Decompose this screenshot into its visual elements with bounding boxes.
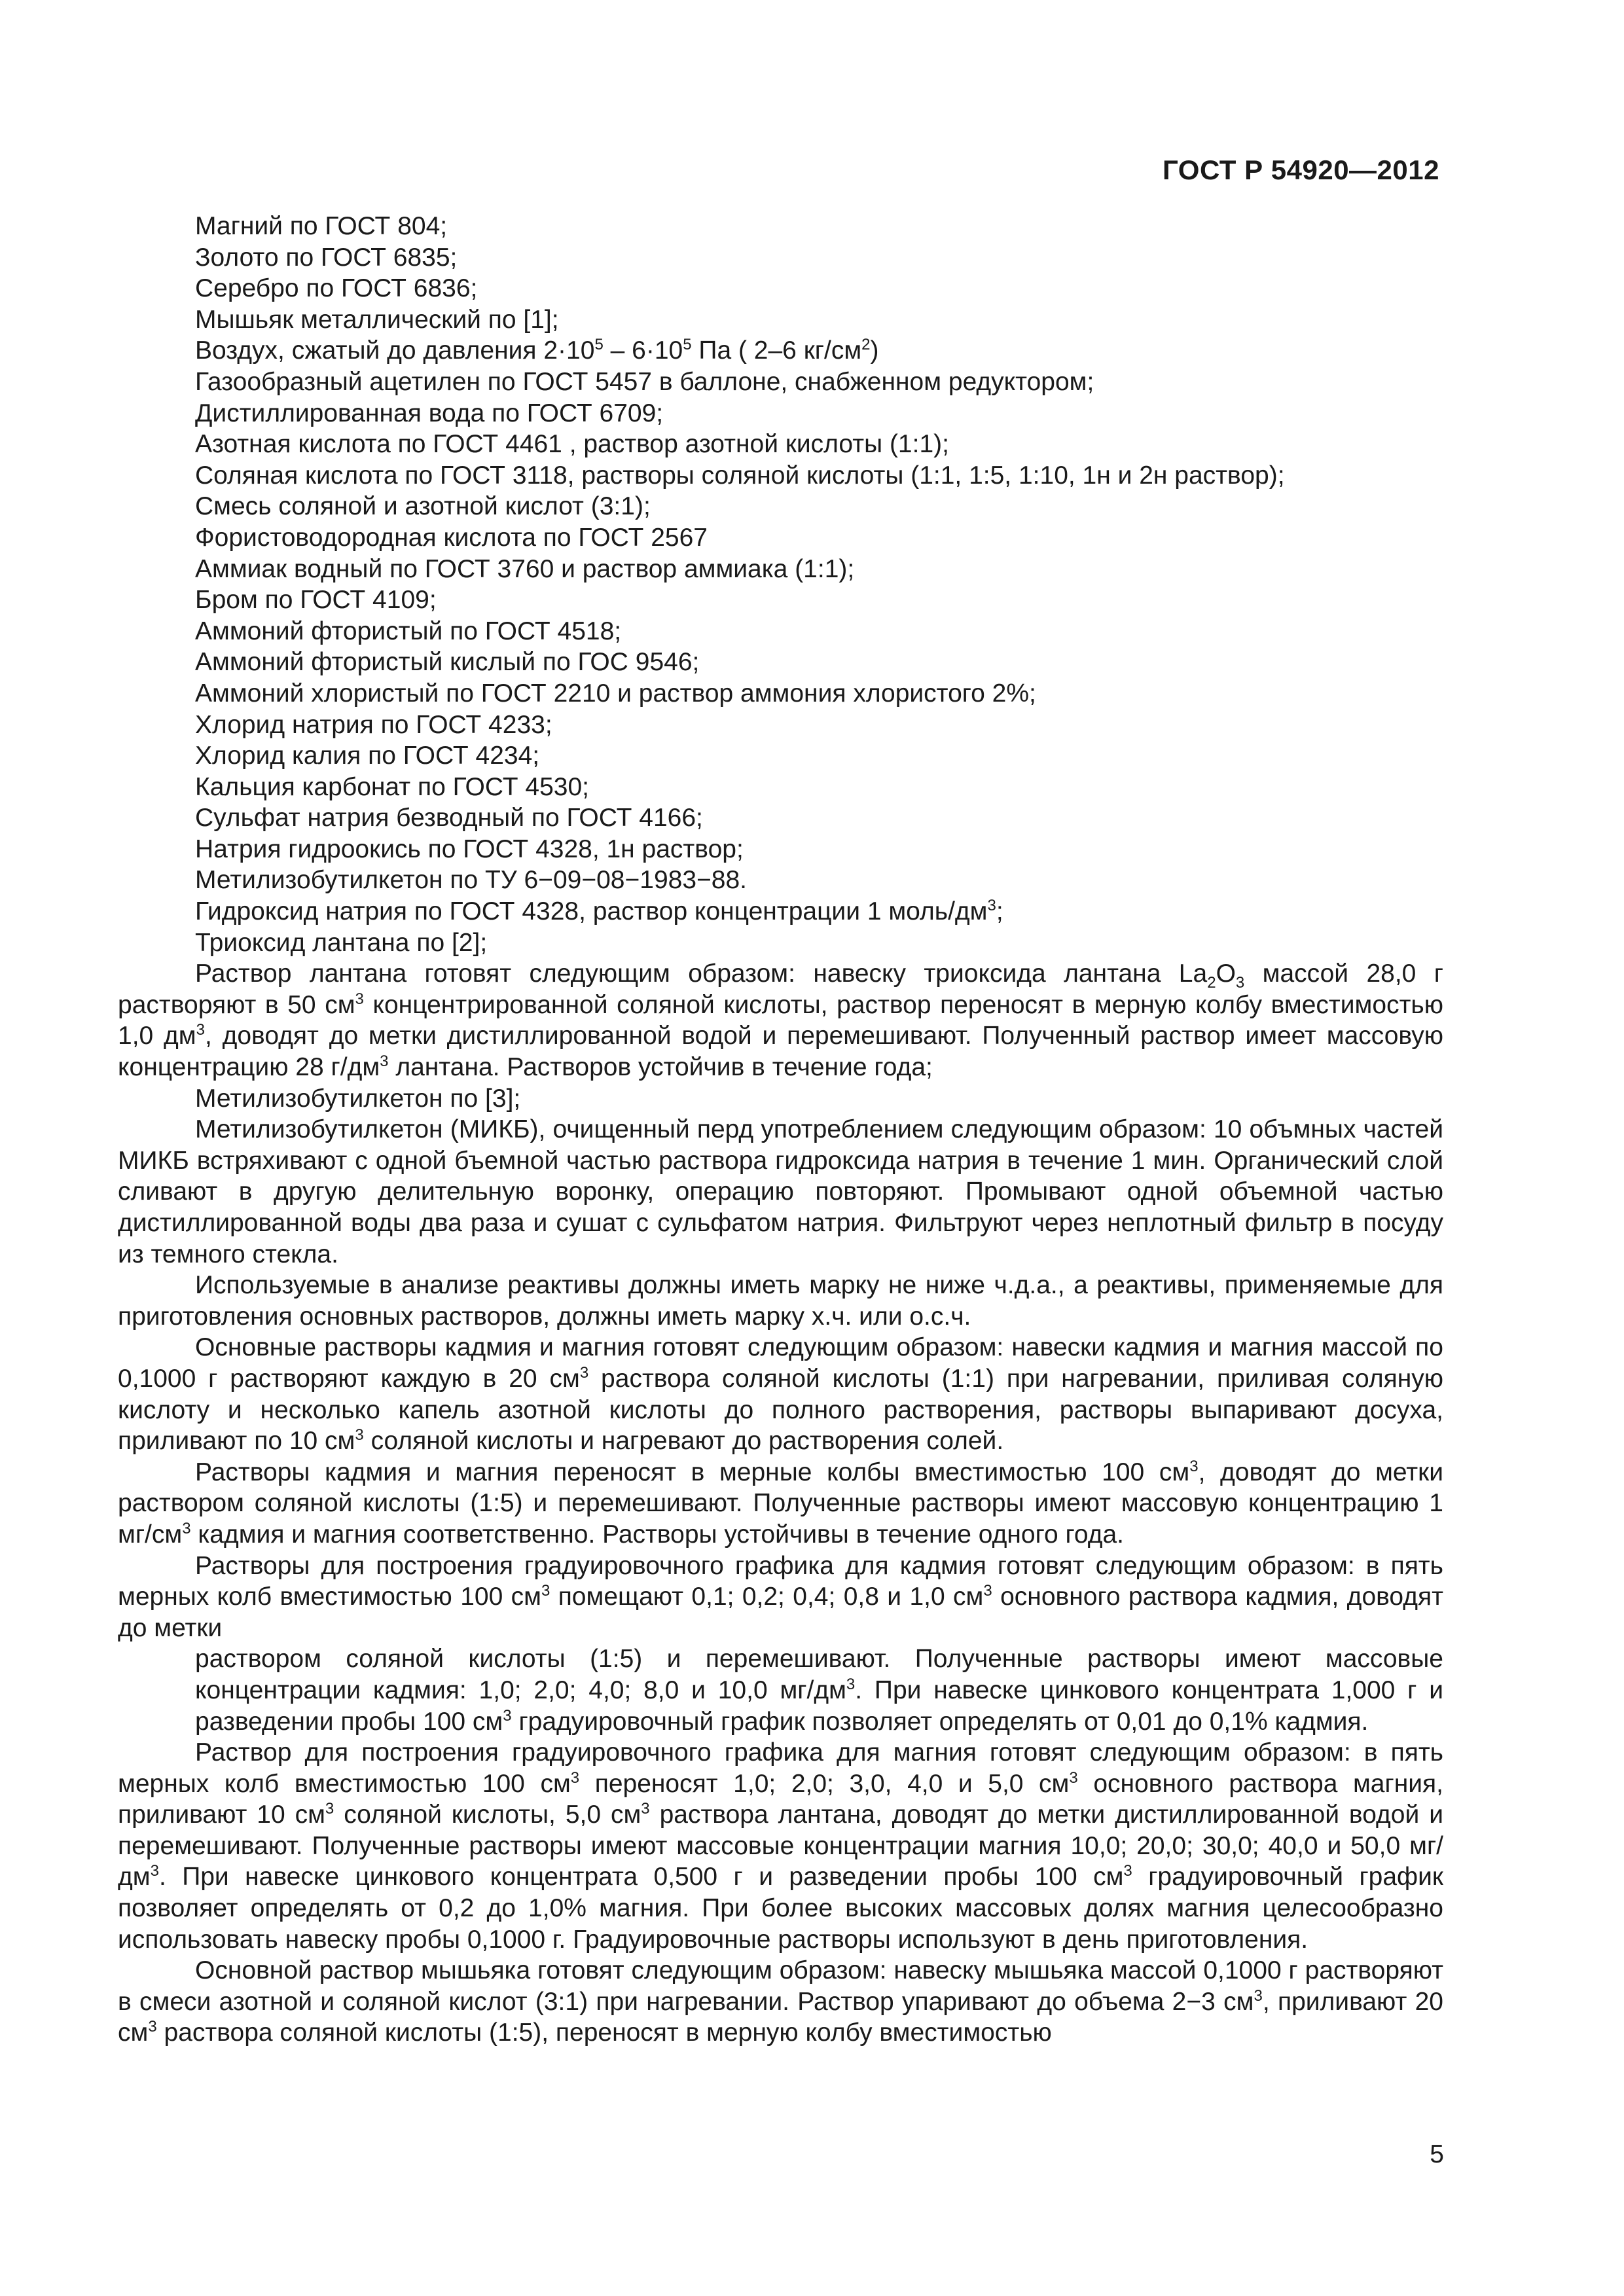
superscript: 3 — [641, 1800, 650, 1818]
list-item-ammonium-chloride: Аммоний хлористый по ГОСТ 2210 и раствор аммония хлористого 2%; — [195, 679, 1036, 708]
text-run: градуировочный график позволяет определять от 0,01 до 0,1% кадмия. — [511, 1707, 1369, 1736]
text-run: кадмия и магния соответственно. Растворы устойчивы в течение одного года. — [190, 1520, 1124, 1549]
superscript: 3 — [148, 2018, 157, 2036]
text-run: раствора соляной кислоты (1:5), переносят в мерную колбу вместимостью — [156, 2018, 1052, 2047]
superscript: 3 — [503, 1706, 512, 1725]
list-item-magnesium: Магний по ГОСТ 804; — [195, 212, 448, 240]
paragraph-cadmium-calibration — [118, 1551, 1443, 1644]
text-run: Раствор лантана готовят следующим образом: навеску триоксида лантана La — [195, 960, 1208, 988]
superscript: 3 — [380, 1052, 389, 1071]
paragraph-reagent-grade: Используемые в анализе реактивы должны иметь марку не ниже ч.д.а., а реактивы, применяемые для приготовления основных растворов, должны иметь марку х.ч. или о.с.ч. — [118, 1271, 1443, 1331]
text-run: переносят 1,0; 2,0; 3,0, 4,0 и 5,0 см — [579, 1769, 1070, 1798]
superscript: 3 — [355, 990, 364, 1008]
superscript: 3 — [579, 1363, 589, 1382]
text-run: основного раствора кадмия, доводят до метки — [118, 1583, 1443, 1642]
text-run: лантана. Растворов устойчив в течение года; — [388, 1053, 933, 1082]
list-item-potassium-chloride: Хлорид калия по ГОСТ 4234; — [195, 742, 540, 770]
list-item-hydrofluoric-acid: Фористоводородная кислота по ГОСТ 2567 — [195, 523, 708, 552]
superscript: 3 — [1123, 1862, 1132, 1880]
text-run: раствора лантана, доводят до метки дистиллированной водой и перемешивают. Полученные растворы имеют массовые концентрации магния 10,0; 20,0; 30,0; 40,0 и 50,0 мг/дм — [118, 1801, 1443, 1892]
text-run: раствора соляной кислоты (1:1) при нагревании, приливая соляную кислоту и несколько капель азотной кислоты до полного растворения, растворы выпаривают досуха, приливают по 10 см — [118, 1364, 1443, 1456]
document-id-header: ГОСТ Р 54920—2012 — [1163, 154, 1439, 185]
text-run: , доводят до метки дистиллированной водой и перемешивают. Полученный раствор имеет массовую концентрацию 28 г/дм — [118, 1022, 1443, 1082]
list-item-acetylene: Газообразный ацетилен по ГОСТ 5457 в баллоне, снабженном редуктором; — [195, 367, 1094, 396]
list-item-sodium-chloride: Хлорид натрия по ГОСТ 4233; — [195, 710, 552, 739]
list-item-sodium-sulfate: Сульфат натрия безводный по ГОСТ 4166; — [195, 804, 703, 833]
text-run: концентрированной соляной кислоты, раствор переносят в мерную колбу вместимостью 1,0 дм — [118, 990, 1443, 1050]
superscript: 3 — [325, 1800, 334, 1818]
paragraph-magnesium-calibration — [118, 1737, 1443, 1955]
paragraph-mibk-purification: Метилизобутилкетон (МИКБ), очищенный перд употреблением следующим образом: 10 объмных частей МИКБ встряхивают с одной бъемной частью раствора гидроксида натрия в течение 1 мин. Органический слой сливают в другую делительную воронку, операцию повторяют. Промывают одной объемной частью дистиллированной воды два раза и сушат с сульфатом натрия. Фильтруют через неплотный фильтр в посуду из темного стекла. — [118, 1115, 1443, 1268]
superscript: 3 — [355, 1426, 364, 1444]
list-item-compressed-air — [118, 335, 1443, 367]
text-run: соляной кислоты и нагревают до растворения солей. — [363, 1427, 1004, 1456]
list-item-acid-mixture: Смесь соляной и азотной кислот (3:1); — [195, 492, 651, 521]
text-run: раствором соляной кислоты (1:5) и перемешивают. Полученные растворы имеют массовые концентрации кадмия: 1,0; 2,0; 4,0; 8,0 и 10,0 мг/дм — [195, 1645, 1443, 1704]
text-run: Растворы для построения градуировочного графика для кадмия готовят следующим образом: в пять мерных колб вместимостью 100 см — [118, 1551, 1443, 1611]
list-item-bromine: Бром по ГОСТ 4109; — [195, 586, 437, 615]
superscript: 5 — [594, 336, 604, 354]
paragraph-arsenic-stock — [118, 1955, 1443, 2049]
list-item-nitric-acid: Азотная кислота по ГОСТ 4461 , раствор азотной кислоты (1:1); — [195, 430, 949, 459]
superscript: 3 — [196, 1021, 205, 1039]
list-item-mibk-tu: Метилизобутилкетон по ТУ 6−09−08−1983−88. — [195, 866, 748, 895]
superscript: 3 — [541, 1582, 550, 1600]
text-run: помещают 0,1; 0,2; 0,4; 0,8 и 1,0 см — [550, 1583, 984, 1611]
text-run: Раствор для построения градуировочного графика для магния готовят следующим образом: в пять мерных колб вместимостью 100 см — [118, 1738, 1443, 1798]
list-item-sodium-hydroxide-1n: Натрия гидроокись по ГОСТ 4328, 1н раствор; — [195, 834, 744, 863]
list-item-distilled-water: Дистиллированная вода по ГОСТ 6709; — [195, 399, 664, 427]
superscript: 3 — [987, 897, 996, 915]
superscript: 3 — [570, 1768, 580, 1787]
text-run: основного раствора магния, приливают 10 см — [118, 1769, 1444, 1829]
text-run: , доводят до метки раствором соляной кислоты (1:5) и перемешивают. Полученные растворы имеют массовую концентрацию 1 мг/см — [118, 1458, 1443, 1549]
superscript: 3 — [182, 1519, 191, 1537]
superscript: 2 — [861, 336, 871, 354]
superscript: 3 — [150, 1862, 159, 1880]
text-run: . При навеске цинкового концентрата 0,500 г и разведении пробы 100 см — [158, 1863, 1124, 1892]
subscript: 3 — [1235, 974, 1245, 992]
list-item-ammonium-bifluoride: Аммоний фтористый кислый по ГОС 9546; — [195, 648, 700, 677]
list-item-ammonium-fluoride: Аммоний фтористый по ГОСТ 4518; — [195, 617, 622, 645]
text-run: градуировочный график позволяет определять от 0,2 до 1,0% магния. При более высоких массовых долях магния целесообразно использовать навеску пробы 0,1000 г. Градуировочные растворы используют в день приготовления. — [118, 1863, 1443, 1954]
text-run: Растворы кадмия и магния переносят в мерные колбы вместимостью 100 см — [195, 1458, 1190, 1486]
text-run: , приливают 20 см — [118, 1987, 1443, 2047]
list-item-arsenic: Мышьяк металлический по [1]; — [195, 305, 559, 334]
paragraph-stock-solutions — [118, 1332, 1443, 1456]
superscript: 3 — [1189, 1457, 1199, 1475]
list-item-calcium-carbonate: Кальция карбонат по ГОСТ 4530; — [195, 772, 589, 801]
superscript: 3 — [846, 1675, 856, 1693]
list-item-lanthanum-trioxide: Триоксид лантана по [2]; — [195, 928, 488, 957]
superscript: 3 — [1069, 1768, 1078, 1787]
text-run: ) — [870, 336, 879, 365]
paragraph-cadmium-calibration-continued — [118, 1643, 1443, 1737]
superscript: 3 — [1254, 1986, 1263, 2005]
paragraph-lanthanum-solution — [118, 958, 1443, 1083]
list-item-hydrochloric-acid: Соляная кислота по ГОСТ 3118, растворы соляной кислоты (1:1, 1:5, 1:10, 1н и 2н раствор); — [195, 461, 1285, 490]
text-run: Гидроксид натрия по ГОСТ 4328, раствор концентрации 1 моль/дм — [195, 897, 988, 926]
text-run: Воздух, сжатый до давления 2·10 — [195, 336, 595, 365]
text-run: . При навеске цинкового концентрата 1,000 г и разведении пробы 100 см — [195, 1676, 1444, 1736]
text-run: соляной кислоты, 5,0 см — [334, 1801, 641, 1829]
list-item-gold: Золото по ГОСТ 6835; — [195, 243, 458, 272]
text-run: ; — [996, 897, 1003, 926]
superscript: 3 — [983, 1582, 992, 1600]
text-run: – 6·10 — [603, 336, 683, 365]
text-run: Основные растворы кадмия и магния готовят следующим образом: навески кадмия и магния массой по 0,1000 г растворяют каждую в 20 см — [118, 1333, 1443, 1393]
page-number: 5 — [1430, 2140, 1444, 2168]
text-run: массой 28,0 г растворяют в 50 см — [118, 960, 1443, 1019]
subscript: 2 — [1207, 974, 1216, 992]
list-item-sodium-hydroxide-solution — [118, 896, 1443, 927]
document-body — [118, 211, 1443, 2049]
list-item-silver: Серебро по ГОСТ 6836; — [195, 274, 478, 303]
list-item-ammonia: Аммиак водный по ГОСТ 3760 и раствор аммиака (1:1); — [195, 554, 855, 583]
paragraph-mibk-reference: Метилизобутилкетон по [3]; — [195, 1084, 521, 1113]
text-run: Па ( 2–6 кг/см — [691, 336, 862, 365]
text-run: Основной раствор мышьяка готовят следующим образом: навеску мышьяка массой 0,1000 г растворяют в смеси азотной и соляной кислот (3:1) при нагревании. Раствор упаривают до объема 2−3 см — [118, 1956, 1443, 2016]
superscript: 5 — [683, 336, 692, 354]
text-run: O — [1216, 960, 1236, 988]
paragraph-stock-dilution — [118, 1457, 1443, 1551]
